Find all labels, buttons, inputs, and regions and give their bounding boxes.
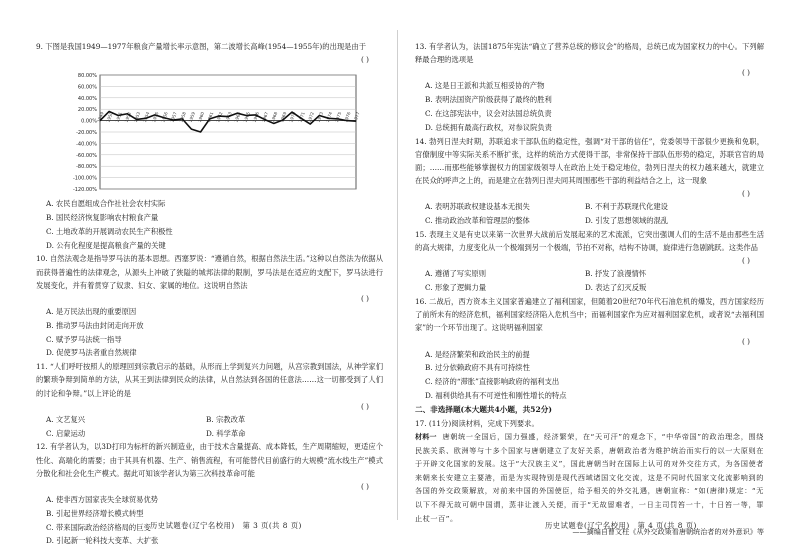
page-footer-left: 历史试题卷(辽宁名校用) 第 3 页(共 8 页): [150, 521, 302, 530]
answer-blank: ( ): [741, 256, 750, 266]
option: D. 引发了思想领域的混乱: [585, 216, 669, 226]
x-tick-label: 1970: [288, 111, 297, 124]
x-tick-label: 1960: [196, 111, 206, 124]
x-tick-label: 1966: [251, 111, 261, 124]
x-tick-label: 1977: [352, 111, 361, 124]
answer-blank: ( ): [741, 336, 750, 346]
x-tick-label: 1974: [324, 111, 334, 124]
question-17-stem: 17. (11分)阅读材料，完成下列要求。: [415, 418, 539, 428]
option-row: [415, 214, 764, 228]
y-tick-label: -80.00%: [76, 164, 97, 171]
y-tick-label: -60.00%: [76, 153, 97, 160]
x-tick-label: 1951: [114, 111, 123, 124]
material-label: 材料一: [415, 432, 437, 441]
question-13-stem: 13. 有学者认为，法国1875年宪法“确立了营养总统的修议会”的格局，总统已成为国家权力的中心。下列解释最合理的选项是: [415, 42, 764, 65]
page-footer-right: 历史试题卷(辽宁名校用) 第 4 页(共 8 页): [545, 521, 697, 530]
answer-blank: ( ): [360, 55, 369, 65]
x-tick-label: 1949: [96, 111, 105, 124]
question-9-stem: 9. 下图是我国1949—1977年粮食产量增长率示意图，第二波增长高峰(1954—1955年)的出现是由于: [36, 42, 367, 51]
question-14-stem: 14. 勃列日涅夫时期，苏联追求干部队伍的稳定性，强调“对干部的信任”，党委领导干部很少更换和免职，官僚制度中等实际关系不断扩张，这样的统治方式使得干部，非常保持干部队伍形势的稳定，苏联官官的局面；……而那些能够掌握权力的国家级领导人在政治上处于稳定地位，勃列日涅夫的权力越来越大，就建立在民众的呼声之上的，而是建立在勃列日涅夫同其周围那些干部的利益结合之上，这一现象: [415, 136, 764, 186]
x-tick-label: 1963: [224, 111, 233, 124]
question-15-stem: 15. 表现主义是有史以来第一次世界大战前后发展起来的艺术流派，它突出强调人们的生活不是由那些生活的高大规律，力度变化从一个极端到另一个极端，节拍不对称，结构不协调，旋律进行急剧跳跃。这类作品: [415, 230, 764, 253]
option: B. 抒发了浪漫情怀: [585, 269, 647, 279]
material-source: ——摘编自曹文柱《从外交政策看唐朝统治者的对外意识》等: [572, 527, 764, 537]
option: A. 农民自愿组成合作社社会农村实际: [46, 199, 166, 209]
x-tick-label: 1975: [333, 111, 343, 124]
option: B. 宗教改革: [206, 414, 246, 424]
option: A. 表明苏联政权建设基本无损失: [425, 202, 530, 212]
x-tick-label: 1969: [279, 111, 288, 124]
x-tick-label: 1964: [233, 111, 242, 124]
y-tick-label: 0.00%: [81, 118, 97, 125]
y-tick-label: 60.00%: [77, 84, 97, 91]
y-tick-label: -100.00%: [72, 175, 97, 182]
option: D. 表达了幻灭反叛: [585, 283, 647, 293]
option-row: [36, 413, 383, 427]
option: C. 土地改革的开展调动农民生产积极性: [46, 226, 173, 236]
grain-growth-chart: [56, 69, 366, 195]
option: B. 引起世界经济增长模式转型: [46, 508, 144, 518]
x-tick-label: 1967: [260, 111, 270, 124]
option: B. 推动罗马法由封闭走向开放: [46, 320, 144, 330]
option-row: [36, 427, 383, 441]
answer-blank: ( ): [360, 482, 369, 491]
section-heading: 二、非选择题(本大题共4小题，共52分): [415, 404, 552, 414]
option-row: [415, 281, 764, 295]
option: C. 带来国际政治经济格局的巨变: [46, 522, 151, 532]
question-10-stem: 10. 自然法观念是指导罗马法的基本思想。西塞罗说：“遵循自然，根据自然法生活。”这种以自然法为依据从而获得普遍性的法律观念，从源头上冲破了狭隘的城邦法律的限制，罗马法是在适应的支配下，罗马法进行发展变化，并有着贯穿了奴隶、妇女、家属的地位。这说明自然法: [36, 254, 383, 290]
option: C. 推动政治改革和管理层的整体: [425, 216, 530, 226]
answer-blank: ( ): [741, 189, 750, 199]
y-tick-label: 80.00%: [77, 73, 97, 80]
x-tick-label: 1968: [269, 111, 279, 124]
question-12-stem: 12. 有学者认为，以3D打印为标杆的新兴制造业，由于技术含量提高、成本降低，生产周期缩短，更适应个性化、高端化的需要；由于其具有机器、生产、销售流程，有可能替代目前盛行的大规模“流水线生产”模式分散化和社会化生产模式。据此可知该学者认为第三次科技革命可能: [36, 442, 383, 478]
answer-blank: ( ): [360, 294, 369, 303]
x-tick-label: 1965: [242, 111, 251, 124]
x-tick-label: 1953: [132, 111, 142, 124]
option: D. 总统拥有最高行政权，对参议院负责: [425, 122, 552, 132]
x-tick-label: 1956: [160, 111, 169, 124]
x-tick-label: 1961: [205, 111, 215, 124]
option-row: [415, 200, 764, 214]
answer-blank: ( ): [741, 68, 750, 78]
chart-svg: [56, 69, 366, 195]
y-tick-label: -20.00%: [76, 130, 97, 137]
x-tick-label: 1958: [178, 111, 187, 124]
x-tick-label: 1957: [169, 111, 178, 124]
material-body: 唐朝统一全国后，国力强盛，经济繁荣，在“天可汗”的观念下，“中华帝国”的政治理念，围绕民族关系、欧洲等与十多个国家与唐朝建立了友好关系，唐朝政治者为维护统治而实行的以一大原则在于开辟文化国家的发展。这于“大汉族主义”，国此唐朝当时在国际上认可的对外交往方式，为各国使者来朝来长安建立主要港，而是为实现特别是现代西域诸国文化交流，这是不同时代国家文化流影响到的各国的外交政策解放，对前来中国的外国使臣，给予相关的外交礼遇，唐朝宣称：“如(唐律)规定：“无以下不得无故可朝中国谓，蒸非让渡入关便，而于“无故留难者，一日主司罚笞一十，十日笞一等，罪止杖一百”。: [415, 432, 764, 523]
option: A. 这是日王派和共派互相妥协的产物: [425, 81, 545, 91]
option: B. 表明法国资产阶级获得了最终的胜利: [425, 95, 552, 105]
option: C. 经济的“滞胀”直接影响政府的福利支出: [425, 377, 560, 387]
option: D. 促使罗马法者重自然规律: [46, 348, 137, 358]
option: D. 福利供给具有不可逆性和刚性增长的特点: [425, 391, 567, 400]
x-tick-label: 1955: [151, 111, 160, 124]
question-11-stem: 11. “人们呼吁按照人的原理回到宗教启示的基础，从形而上学到复兴力问题，从宫宗教到国法，从神学家们的繁琐争辩到简单的方法，从其王到法律到民众的法律，从自然法到各国的任意法……这一切都受到了人们的讨论和争辩。”以上评论的是: [36, 362, 383, 398]
x-tick-label: 1954: [141, 111, 151, 124]
x-tick-label: 1972: [306, 111, 315, 124]
option: C. 形象了逻辑力量: [425, 283, 487, 293]
x-tick-label: 1971: [297, 111, 306, 124]
x-tick-label: 1952: [123, 111, 133, 124]
option: A. 是经济繁荣和政治民主的前提: [425, 349, 530, 359]
option: C. 在这部宪法中，议会对法国总统负责: [425, 109, 552, 118]
question-16-stem: 16. 二战后，西方资本主义国家普遍建立了福利国家，但随着20世纪70年代石油危机的爆发，西方国家经历了前所未有的经济危机，福利国家经济陷入危机当中；而福利国家作为应对福利国家危机，或者说“去福利国家”的一个环节出现了。这说明福利国家: [415, 297, 764, 333]
x-tick-label: 1950: [105, 111, 114, 124]
material-text: [415, 430, 764, 525]
option: A. 使非西方国家丧失全球贸易优势: [46, 495, 159, 504]
option: B. 国民经济恢复影响农村粮食产量: [46, 213, 159, 222]
y-tick-label: 40.00%: [77, 96, 97, 103]
answer-blank: ( ): [360, 401, 369, 411]
x-tick-label: 1976: [343, 111, 352, 124]
y-tick-label: -120.00%: [72, 187, 97, 194]
option-row: [415, 267, 764, 281]
option: A. 遵循了写实原则: [425, 269, 486, 279]
option: B. 过分依赖政府不具有可持续性: [425, 363, 530, 373]
option: D. 引起新一轮科技大变革、大扩张: [46, 536, 159, 546]
option: C. 赋予罗马法统一指导: [46, 334, 122, 344]
x-tick-label: 1962: [215, 111, 224, 124]
option: A. 是万民法出现的重要原因: [46, 307, 137, 316]
option: B. 不利于苏联现代化建设: [585, 202, 668, 212]
x-tick-label: 1973: [315, 111, 325, 124]
y-tick-label: 20.00%: [77, 107, 97, 114]
option: A. 文艺复兴: [46, 414, 86, 424]
option: D. 科学革命: [206, 428, 246, 438]
y-tick-label: -40.00%: [76, 141, 97, 148]
x-tick-label: 1959: [187, 111, 197, 124]
right-page: [397, 0, 794, 543]
option: D. 公有化程度是提高粮食产量的关键: [46, 240, 166, 250]
option: C. 启蒙运动: [46, 428, 86, 438]
left-page: [0, 0, 397, 546]
